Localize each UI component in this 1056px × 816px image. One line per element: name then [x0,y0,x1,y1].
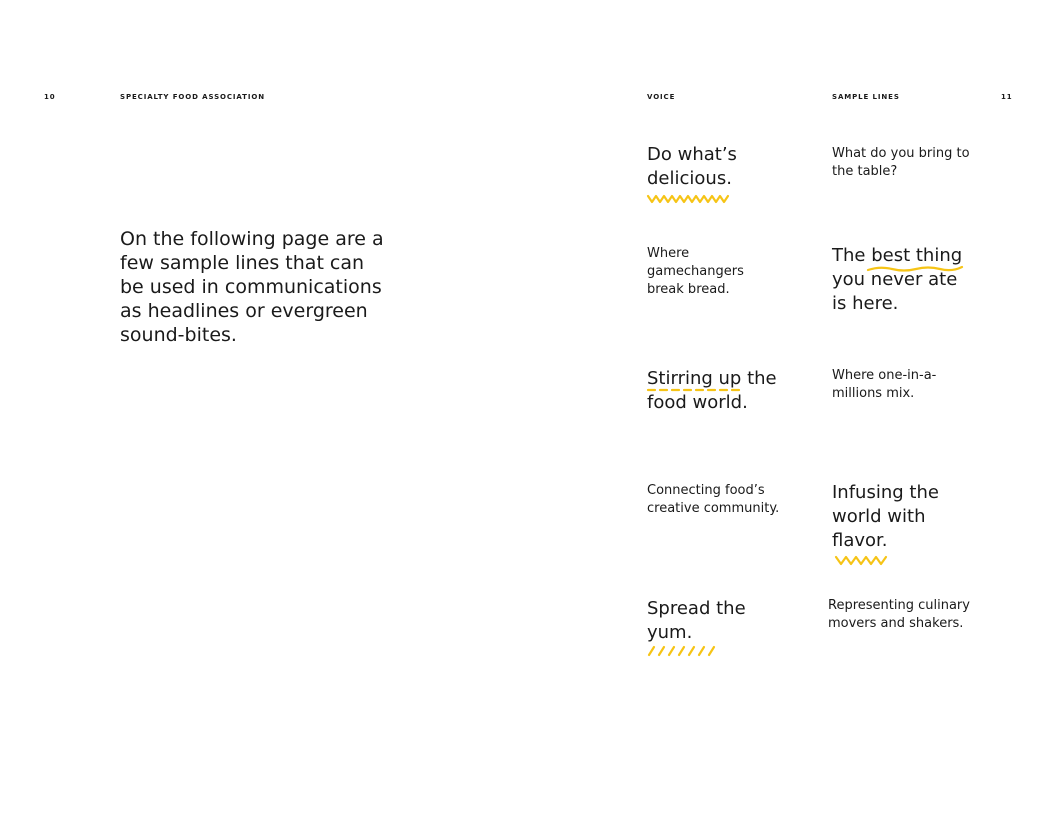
sample-line-spread-the-yum: Spread the yum. [647,598,746,643]
sample-line-connecting: Connecting food’s creative community. [647,483,780,516]
best-thing-prefix: The [832,245,872,266]
sample-line-best-thing [832,244,972,316]
hatch-underline-mark [646,645,724,657]
zigzag-underline-mark [646,193,732,205]
sample-line-infusing: Infusing the world with flavor. [832,482,939,551]
sample-line-representing: Representing culinary movers and shakers. [828,598,970,631]
dashed-underline-mark [646,386,742,394]
running-head: SPECIALTY FOOD ASSOCIATION [120,93,265,101]
best-thing-highlight: best thing [871,245,963,266]
stirring-suffix: the food world. [647,368,777,413]
wavy-underline-mark [866,264,964,274]
short-zigzag-mark [834,554,890,566]
sample-line-do-whats-delicious: Do what’s delicious. [647,144,737,189]
stirring-highlight: Stirring up [647,368,742,389]
intro-paragraph: On the following page are a few sample lines that can be used in communications as headlines or evergreen sound-bites. [120,228,384,346]
column-head-sample-lines: SAMPLE LINES [832,93,900,101]
sample-line-one-in-a-millions: Where one-in-a-millions mix. [832,368,937,401]
best-thing-suffix: you never ate is here. [832,269,958,314]
sample-line-where-gamechangers: Where gamechangers break bread. [647,246,744,297]
column-head-voice: VOICE [647,93,676,101]
page-number-left: 10 [44,93,56,101]
sample-line-what-do-you-bring: What do you bring to the table? [832,146,970,179]
page-number-right: 11 [1001,93,1013,101]
